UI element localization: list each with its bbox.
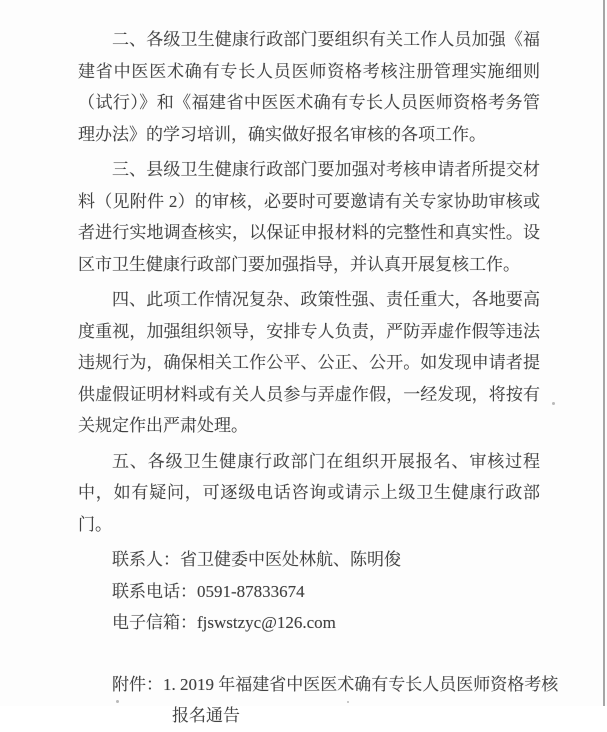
scan-speck: [116, 700, 119, 703]
scan-speck: [347, 701, 349, 703]
attachment-item-1: 附件：1. 2019 年福建省中医医术确有专长人员医师资格考核: [112, 674, 559, 694]
scan-edge-line: [603, 0, 605, 706]
paragraph-item-5: 五、各级卫生健康行政部门在组织开展报名、审核过程中，如有疑问，可逐级电话咨询或请示上级卫生健康行政部门。: [78, 451, 540, 534]
contact-person-line: 联系人：省卫健委中医处林航、陈明俊: [112, 550, 401, 569]
contact-block: [78, 544, 540, 639]
contact-email-line: 电子信箱：fjswstzyc@126.com: [112, 613, 336, 632]
scan-speck: [552, 402, 555, 405]
attachment-item-1-continued: 报名通告: [172, 706, 240, 725]
paragraph-item-3: 三、县级卫生健康行政部门要加强对考核申请者所提交材料（见附件 2）的审核，必要时可要邀请有关专家协助审核或者进行实地调查核实，以保证申报材料的完整性和真实性。设区市卫生健康行政部门要加强指导，并认真开展复核工作。: [78, 160, 540, 274]
attachments-block: [78, 669, 559, 732]
paragraph-item-4: 四、此项工作情况复杂、政策性强、责任重大，各地要高度重视，加强组织领导，安排专人负责，严防弄虚作假等违法违规行为，确保相关工作公平、公正、公开。如发现申请者提供虚假证明材料或有关人员参与弄虚作假，一经发现，将按有关规定作出严肃处理。: [78, 290, 540, 435]
contact-phone-line: 联系电话：0591-87833674: [112, 581, 305, 601]
document-body: [78, 24, 559, 732]
paragraph-item-2: 二、各级卫生健康行政部门要组织有关工作人员加强《福建省中医医术确有专长人员医师资格考核注册管理实施细则（试行）》和《福建省中医医术确有专长人员医师资格考务管理办法》的学习培训，确实做好报名审核的各项工作。: [78, 30, 540, 144]
